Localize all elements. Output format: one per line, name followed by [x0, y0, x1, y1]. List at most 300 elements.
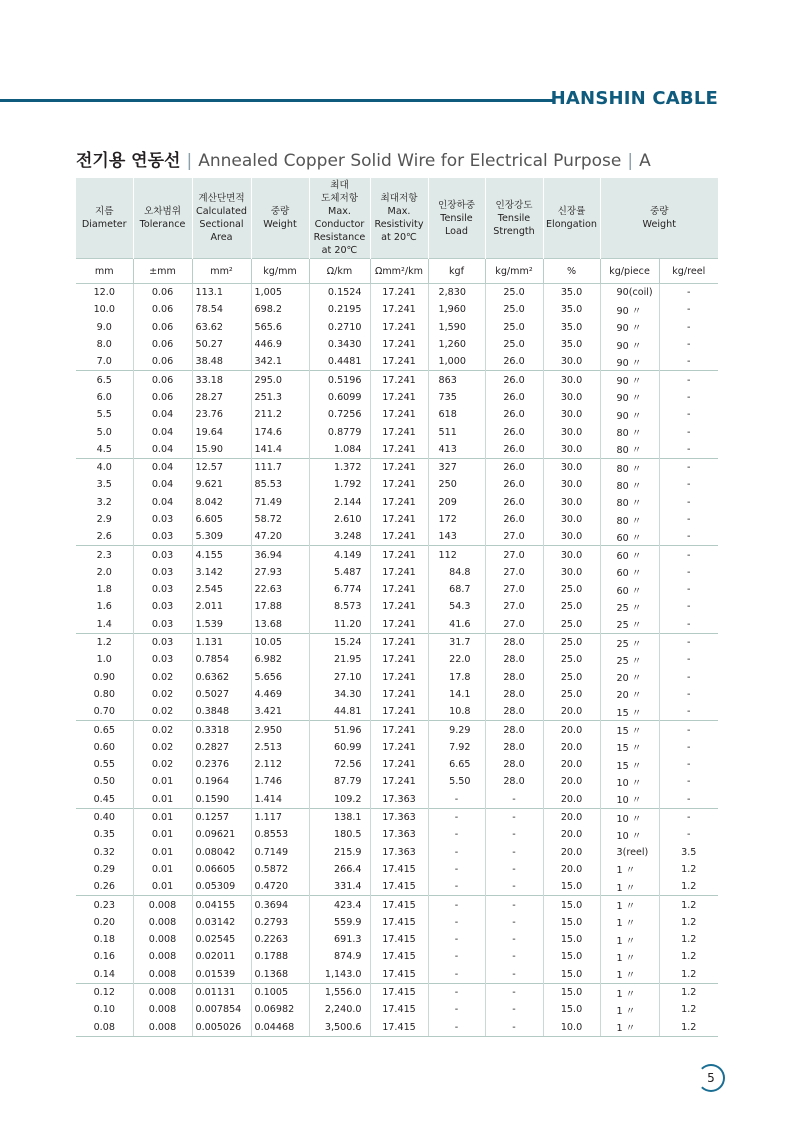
cell-tensile-strength: 28.0	[485, 721, 543, 739]
cell-weight: 1.117	[251, 808, 309, 826]
table-row	[76, 528, 718, 546]
unit-cell: kg/reel	[659, 259, 718, 284]
cell-weight-per-piece: 1 〃	[600, 948, 659, 965]
cell-tensile-load: -	[428, 1001, 485, 1018]
cell-resistivity: 17.241	[370, 739, 428, 756]
cell-area: 0.09621	[192, 826, 251, 843]
col-elongation: 신장률 Elongation	[543, 178, 600, 259]
cell-tolerance: 0.008	[133, 931, 192, 948]
cell-elongation: 35.0	[543, 284, 600, 302]
cell-weight-per-reel: -	[687, 688, 691, 700]
spec-table	[76, 178, 718, 1037]
cell-resistivity: 17.415	[370, 878, 428, 896]
cell-resistance: 8.573	[309, 598, 370, 615]
cell-tensile-strength: -	[485, 878, 543, 896]
cell-weight-per-piece: 3(reel)	[600, 844, 659, 861]
cell-tensile-strength: 26.0	[485, 406, 543, 423]
table-row	[76, 301, 718, 318]
cell-tensile-load: 84.8	[428, 564, 485, 581]
cell-resistivity: 17.415	[370, 931, 428, 948]
cell-elongation: 15.0	[543, 878, 600, 896]
cell-weight: 698.2	[251, 301, 309, 318]
cell-area: 0.1257	[192, 808, 251, 826]
cell-weight-per-reel: -	[687, 531, 691, 543]
cell-area: 0.08042	[192, 844, 251, 861]
cell-diameter: 12.0	[76, 284, 133, 302]
unit-cell: kg/mm²	[485, 259, 543, 284]
cell-weight-per-reel: -	[687, 479, 691, 491]
cell-tensile-load: -	[428, 966, 485, 984]
cell-weight: 2.112	[251, 756, 309, 773]
cell-elongation: 30.0	[543, 458, 600, 476]
cell-resistivity: 17.241	[370, 336, 428, 353]
cell-elongation: 20.0	[543, 791, 600, 809]
cell-resistance: 180.5	[309, 826, 370, 843]
cell-tolerance: 0.008	[133, 966, 192, 984]
cell-weight-per-piece: 90 〃	[600, 389, 659, 406]
cell-diameter: 0.14	[76, 966, 133, 984]
cell-weight-per-reel: -	[659, 808, 718, 826]
table-row	[76, 564, 718, 581]
cell-tensile-strength: 28.0	[485, 739, 543, 756]
cell-weight-per-piece: 1 〃	[600, 878, 659, 896]
cell-tolerance: 0.01	[133, 791, 192, 809]
cell-area: 0.1590	[192, 791, 251, 809]
cell-resistance: 2.144	[309, 494, 370, 511]
cell-weight-per-reel: 1.2	[681, 934, 697, 946]
cell-weight-per-reel: 1.2	[681, 916, 697, 928]
cell-weight: 0.06982	[251, 1001, 309, 1018]
cell-elongation: 15.0	[543, 983, 600, 1001]
cell-weight-per-reel: -	[687, 426, 691, 438]
cell-area: 0.5027	[192, 686, 251, 703]
cell-elongation: 15.0	[543, 931, 600, 948]
cell-resistance: 1.372	[309, 458, 370, 476]
cell-tolerance: 0.008	[133, 896, 192, 914]
cell-tolerance: 0.06	[133, 336, 192, 353]
cell-resistivity: 17.363	[370, 826, 428, 843]
col-resistance: 최대 도체저항 Max. Conductor Resistance at 20℃	[309, 178, 370, 259]
cell-weight-per-reel: 3.5	[681, 846, 697, 858]
cell-weight-per-piece: 80 〃	[600, 494, 659, 511]
cell-area: 0.01131	[192, 983, 251, 1001]
title-separator: |	[186, 151, 193, 171]
cell-diameter: 0.65	[76, 721, 133, 739]
table-row	[76, 633, 718, 651]
cell-tolerance: 0.03	[133, 528, 192, 546]
cell-tensile-strength: 28.0	[485, 703, 543, 721]
cell-tolerance: 0.06	[133, 319, 192, 336]
unit-cell: mm	[76, 259, 133, 284]
cell-tensile-strength: -	[485, 914, 543, 931]
cell-weight-per-reel: 1.2	[681, 881, 697, 893]
cell-tolerance: 0.03	[133, 651, 192, 668]
cell-weight: 13.68	[251, 616, 309, 634]
table-row	[76, 808, 718, 826]
cell-diameter: 0.08	[76, 1018, 133, 1036]
title-suffix: A	[639, 151, 651, 171]
cell-tolerance: 0.06	[133, 301, 192, 318]
cell-elongation: 25.0	[543, 651, 600, 668]
cell-tolerance: 0.03	[133, 633, 192, 651]
cell-resistivity: 17.241	[370, 756, 428, 773]
cell-weight-per-piece: 10 〃	[600, 826, 659, 843]
table-row	[76, 651, 718, 668]
table-row	[76, 948, 718, 965]
cell-diameter: 0.20	[76, 914, 133, 931]
table-row	[76, 721, 718, 739]
cell-tensile-strength: -	[485, 791, 543, 809]
cell-elongation: 25.0	[543, 633, 600, 651]
cell-elongation: 15.0	[543, 966, 600, 984]
col-area: 계산단면적 Calculated Sectional Area	[192, 178, 251, 259]
cell-weight-per-reel: -	[659, 633, 718, 651]
cell-resistivity: 17.241	[370, 546, 428, 564]
cell-weight: 174.6	[251, 423, 309, 440]
cell-elongation: 20.0	[543, 808, 600, 826]
cell-weight: 71.49	[251, 494, 309, 511]
table-row	[76, 844, 718, 861]
table-row	[76, 441, 718, 459]
cell-tensile-load: -	[428, 983, 485, 1001]
cell-diameter: 5.0	[76, 423, 133, 440]
cell-elongation: 30.0	[543, 528, 600, 546]
cell-resistivity: 17.241	[370, 511, 428, 528]
cell-weight-per-piece: 15 〃	[600, 703, 659, 721]
cell-tolerance: 0.02	[133, 686, 192, 703]
table-row	[76, 616, 718, 634]
cell-area: 2.545	[192, 581, 251, 598]
cell-tensile-load: 1,000	[428, 353, 485, 371]
cell-resistivity: 17.241	[370, 301, 428, 318]
cell-resistance: 3,500.6	[309, 1018, 370, 1036]
cell-resistivity: 17.415	[370, 896, 428, 914]
cell-weight-per-reel: -	[659, 546, 718, 564]
cell-tensile-strength: 26.0	[485, 458, 543, 476]
table-row	[76, 773, 718, 790]
cell-weight-per-reel: -	[687, 793, 691, 805]
cell-weight-per-reel: 1.2	[659, 1018, 718, 1036]
brand-name: HANSHIN CABLE	[550, 88, 718, 109]
title-korean: 전기용 연동선	[76, 151, 181, 171]
cell-elongation: 30.0	[543, 546, 600, 564]
cell-resistance: 3.248	[309, 528, 370, 546]
cell-tensile-load: -	[428, 1018, 485, 1036]
cell-elongation: 30.0	[543, 353, 600, 371]
cell-tensile-strength: 25.0	[485, 319, 543, 336]
cell-tensile-load: -	[428, 878, 485, 896]
cell-tensile-load: 68.7	[428, 581, 485, 598]
cell-resistivity: 17.241	[370, 721, 428, 739]
col-diameter: 지름 Diameter	[76, 178, 133, 259]
cell-resistivity: 17.241	[370, 564, 428, 581]
cell-resistivity: 17.241	[370, 441, 428, 459]
cell-tolerance: 0.02	[133, 669, 192, 686]
cell-diameter: 4.5	[76, 441, 133, 459]
cell-tensile-load: -	[428, 791, 485, 809]
cell-elongation: 30.0	[543, 371, 600, 389]
cell-weight: 58.72	[251, 511, 309, 528]
table-row	[76, 319, 718, 336]
cell-area: 2.011	[192, 598, 251, 615]
cell-elongation: 20.0	[543, 703, 600, 721]
cell-resistivity: 17.241	[370, 494, 428, 511]
cell-area: 0.01539	[192, 966, 251, 984]
cell-elongation: 10.0	[543, 1018, 600, 1036]
cell-weight: 6.982	[251, 651, 309, 668]
cell-resistance: 215.9	[309, 844, 370, 861]
cell-area: 0.03142	[192, 914, 251, 931]
cell-weight: 36.94	[251, 546, 309, 564]
cell-resistance: 0.4481	[309, 353, 370, 371]
table-row	[76, 284, 718, 302]
cell-resistance: 874.9	[309, 948, 370, 965]
unit-cell: kgf	[428, 259, 485, 284]
cell-tensile-strength: 28.0	[485, 669, 543, 686]
cell-weight-per-piece: 1 〃	[600, 983, 659, 1001]
cell-weight-per-reel: -	[687, 829, 691, 841]
table-row	[76, 371, 718, 389]
cell-tolerance: 0.04	[133, 423, 192, 440]
cell-elongation: 25.0	[543, 581, 600, 598]
cell-tensile-strength: 26.0	[485, 511, 543, 528]
cell-weight: 0.2793	[251, 914, 309, 931]
cell-area: 0.1964	[192, 773, 251, 790]
cell-tensile-strength: 27.0	[485, 564, 543, 581]
cell-tensile-strength: 25.0	[485, 301, 543, 318]
table-row	[76, 686, 718, 703]
cell-tensile-strength: 28.0	[485, 756, 543, 773]
cell-resistance: 0.2195	[309, 301, 370, 318]
cell-area: 0.6362	[192, 669, 251, 686]
cell-resistivity: 17.241	[370, 476, 428, 493]
cell-weight-per-piece: 10 〃	[600, 791, 659, 809]
cell-resistivity: 17.415	[370, 861, 428, 878]
cell-weight-per-reel: -	[687, 391, 691, 403]
cell-weight-per-reel: -	[687, 321, 691, 333]
cell-tolerance: 0.01	[133, 808, 192, 826]
cell-diameter: 6.0	[76, 389, 133, 406]
cell-diameter: 8.0	[76, 336, 133, 353]
cell-tolerance: 0.008	[133, 983, 192, 1001]
cell-elongation: 35.0	[543, 319, 600, 336]
cell-resistivity: 17.241	[370, 319, 428, 336]
cell-diameter: 6.5	[76, 371, 133, 389]
cell-tensile-load: -	[428, 844, 485, 861]
cell-resistance: 423.4	[309, 896, 370, 914]
unit-cell: %	[543, 259, 600, 284]
cell-tensile-load: 17.8	[428, 669, 485, 686]
cell-tolerance: 0.03	[133, 581, 192, 598]
cell-diameter: 1.2	[76, 633, 133, 651]
unit-cell: kg/piece	[600, 259, 659, 284]
cell-weight-per-piece: 1 〃	[600, 861, 659, 878]
cell-tolerance: 0.04	[133, 458, 192, 476]
cell-weight-per-piece: 60 〃	[600, 581, 659, 598]
cell-weight: 0.3694	[251, 896, 309, 914]
cell-area: 113.1	[192, 284, 251, 302]
cell-resistivity: 17.241	[370, 669, 428, 686]
cell-resistance: 0.8779	[309, 423, 370, 440]
cell-weight-per-piece: 20 〃	[600, 686, 659, 703]
table-row	[76, 896, 718, 914]
cell-tensile-strength: -	[485, 983, 543, 1001]
cell-diameter: 1.8	[76, 581, 133, 598]
cell-diameter: 0.18	[76, 931, 133, 948]
cell-tolerance: 0.02	[133, 739, 192, 756]
cell-tensile-strength: 26.0	[485, 476, 543, 493]
cell-elongation: 20.0	[543, 773, 600, 790]
cell-tensile-load: 1,590	[428, 319, 485, 336]
cell-tolerance: 0.02	[133, 703, 192, 721]
cell-weight-per-piece: 10 〃	[600, 808, 659, 826]
cell-tensile-load: 413	[428, 441, 485, 459]
cell-diameter: 5.5	[76, 406, 133, 423]
cell-tensile-load: 9.29	[428, 721, 485, 739]
cell-resistivity: 17.241	[370, 389, 428, 406]
title-english: Annealed Copper Solid Wire for Electrical Purpose	[198, 151, 622, 171]
cell-tensile-load: 14.1	[428, 686, 485, 703]
cell-resistivity: 17.415	[370, 966, 428, 984]
cell-resistance: 4.149	[309, 546, 370, 564]
cell-tensile-load: -	[428, 896, 485, 914]
table-row	[76, 423, 718, 440]
cell-tensile-load: 2,830	[428, 284, 485, 302]
col-resistivity: 최대저항 Max. Resistivity at 20℃	[370, 178, 428, 259]
cell-weight-per-piece: 90 〃	[600, 301, 659, 318]
cell-weight: 85.53	[251, 476, 309, 493]
cell-tensile-strength: -	[485, 1018, 543, 1036]
cell-weight-per-reel: 1.2	[659, 983, 718, 1001]
cell-tensile-strength: 28.0	[485, 773, 543, 790]
cell-resistivity: 17.415	[370, 1001, 428, 1018]
cell-tolerance: 0.02	[133, 721, 192, 739]
cell-tolerance: 0.06	[133, 371, 192, 389]
table-row	[76, 458, 718, 476]
title-separator: |	[627, 151, 634, 171]
cell-diameter: 0.70	[76, 703, 133, 721]
cell-area: 0.2827	[192, 739, 251, 756]
cell-tolerance: 0.03	[133, 598, 192, 615]
cell-resistivity: 17.363	[370, 791, 428, 809]
cell-resistance: 27.10	[309, 669, 370, 686]
cell-tensile-load: 1,960	[428, 301, 485, 318]
cell-weight: 342.1	[251, 353, 309, 371]
cell-weight-per-piece: 60 〃	[600, 546, 659, 564]
cell-diameter: 2.0	[76, 564, 133, 581]
cell-diameter: 0.40	[76, 808, 133, 826]
cell-elongation: 20.0	[543, 861, 600, 878]
col-weight: 중량 Weight	[251, 178, 309, 259]
cell-weight: 1.414	[251, 791, 309, 809]
cell-elongation: 30.0	[543, 441, 600, 459]
cell-resistance: 6.774	[309, 581, 370, 598]
cell-tolerance: 0.01	[133, 861, 192, 878]
cell-resistivity: 17.241	[370, 598, 428, 615]
cell-weight-per-reel: -	[687, 287, 691, 299]
cell-area: 0.7854	[192, 651, 251, 668]
unit-cell: kg/mm	[251, 259, 309, 284]
cell-tensile-strength: -	[485, 948, 543, 965]
cell-elongation: 15.0	[543, 1001, 600, 1018]
cell-tolerance: 0.06	[133, 284, 192, 302]
cell-area: 0.3318	[192, 721, 251, 739]
cell-tensile-load: -	[428, 931, 485, 948]
cell-tensile-load: -	[428, 861, 485, 878]
cell-diameter: 2.6	[76, 528, 133, 546]
table-body	[76, 284, 718, 1037]
cell-tolerance: 0.008	[133, 914, 192, 931]
cell-resistivity: 17.415	[370, 948, 428, 965]
cell-resistance: 2,240.0	[309, 1001, 370, 1018]
cell-tolerance: 0.04	[133, 476, 192, 493]
cell-weight-per-reel: -	[687, 618, 691, 630]
unit-cell: ±mm	[133, 259, 192, 284]
cell-tensile-strength: 26.0	[485, 441, 543, 459]
cell-resistivity: 17.241	[370, 406, 428, 423]
cell-resistivity: 17.241	[370, 651, 428, 668]
cell-weight: 0.7149	[251, 844, 309, 861]
cell-tolerance: 0.01	[133, 878, 192, 896]
cell-area: 0.2376	[192, 756, 251, 773]
cell-elongation: 15.0	[543, 914, 600, 931]
cell-tensile-load: 250	[428, 476, 485, 493]
col-tolerance: 오차범위 Tolerance	[133, 178, 192, 259]
cell-weight: 0.4720	[251, 878, 309, 896]
cell-elongation: 25.0	[543, 616, 600, 634]
col-tensile-load: 인장하중 Tensile Load	[428, 178, 485, 259]
cell-tolerance: 0.01	[133, 844, 192, 861]
cell-resistance: 0.3430	[309, 336, 370, 353]
cell-elongation: 20.0	[543, 826, 600, 843]
cell-tensile-strength: 25.0	[485, 284, 543, 302]
cell-diameter: 2.9	[76, 511, 133, 528]
cell-weight: 141.4	[251, 441, 309, 459]
cell-area: 0.06605	[192, 861, 251, 878]
cell-weight-per-reel: 1.2	[681, 951, 697, 963]
cell-resistivity: 17.241	[370, 284, 428, 302]
cell-area: 28.27	[192, 389, 251, 406]
cell-weight-per-piece: 20 〃	[600, 669, 659, 686]
cell-tensile-load: 863	[428, 371, 485, 389]
cell-elongation: 30.0	[543, 406, 600, 423]
cell-tolerance: 0.03	[133, 511, 192, 528]
cell-weight-per-reel: -	[659, 371, 718, 389]
cell-tolerance: 0.03	[133, 564, 192, 581]
cell-tensile-load: -	[428, 808, 485, 826]
cell-tolerance: 0.008	[133, 1001, 192, 1018]
cell-weight: 5.656	[251, 669, 309, 686]
cell-weight: 446.9	[251, 336, 309, 353]
cell-weight: 0.04468	[251, 1018, 309, 1036]
cell-weight-per-piece: 15 〃	[600, 739, 659, 756]
cell-tensile-load: 172	[428, 511, 485, 528]
cell-weight-per-reel: 1.2	[659, 896, 718, 914]
cell-resistance: 109.2	[309, 791, 370, 809]
cell-weight-per-reel: -	[687, 409, 691, 421]
table-row	[76, 861, 718, 878]
cell-elongation: 30.0	[543, 564, 600, 581]
cell-weight-per-reel: -	[687, 706, 691, 718]
cell-tensile-load: 6.65	[428, 756, 485, 773]
cell-tensile-load: 22.0	[428, 651, 485, 668]
cell-weight-per-piece: 1 〃	[600, 931, 659, 948]
cell-diameter: 0.50	[76, 773, 133, 790]
cell-elongation: 35.0	[543, 301, 600, 318]
cell-area: 50.27	[192, 336, 251, 353]
cell-weight-per-reel: -	[687, 584, 691, 596]
cell-elongation: 25.0	[543, 669, 600, 686]
